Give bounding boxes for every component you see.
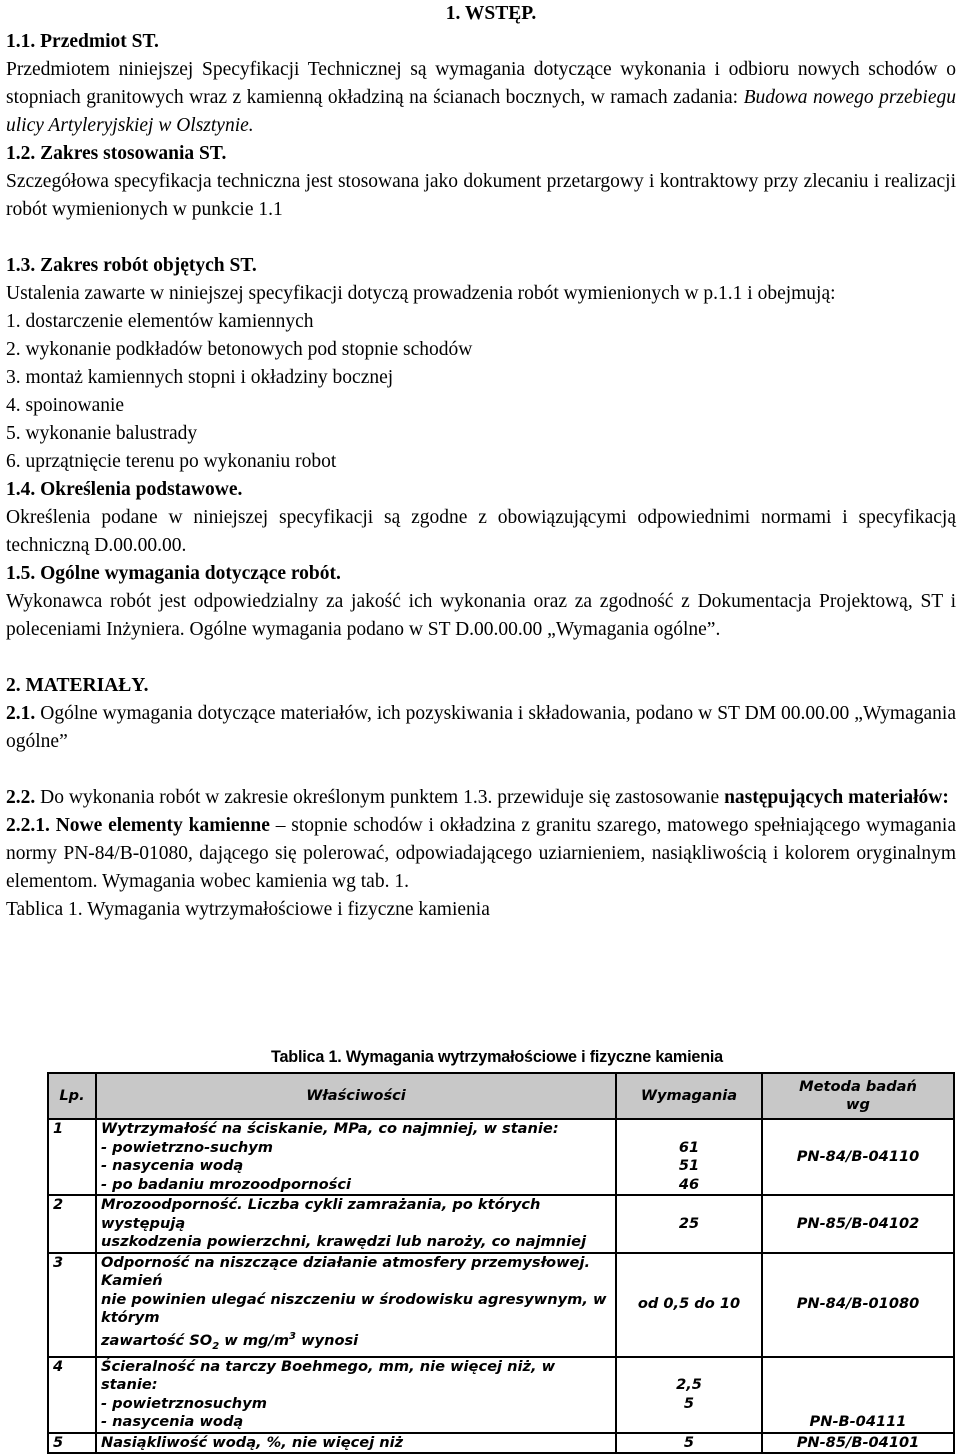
row-lp: 3 bbox=[48, 1253, 96, 1357]
property-superscript: 3 bbox=[289, 1330, 296, 1342]
row-lp: 2 bbox=[48, 1195, 96, 1253]
list-item: 3. montaż kamiennych stopni i okładziny bocznej bbox=[6, 367, 394, 388]
section-2-2-number: 2.2. bbox=[6, 787, 36, 808]
table-row bbox=[48, 1253, 954, 1357]
property-line: Odporność na niszczące działanie atmosfery przemysłowej. Kamień bbox=[101, 1253, 590, 1289]
row-method: PN-85/B-04102 bbox=[762, 1195, 954, 1253]
section-2-heading: 2. MATERIAŁY. bbox=[6, 675, 149, 696]
requirement-value: 61 bbox=[678, 1138, 700, 1156]
section-2-1-body: Ogólne wymagania dotyczące materiałów, ich pozyskiwania i składowania, podano w ST DM 00.00.00 „Wymagania ogólne” bbox=[6, 703, 956, 752]
table-caption: Tablica 1. Wymagania wytrzymałościowe i fizyczne kamienia bbox=[271, 1048, 723, 1066]
header-method-line2: wg bbox=[846, 1096, 870, 1113]
row-property bbox=[96, 1195, 616, 1253]
requirement-value: 46 bbox=[678, 1175, 700, 1193]
section-1-1-text bbox=[6, 56, 956, 140]
table-row bbox=[48, 1357, 954, 1433]
section-1-5-heading: 1.5. Ogólne wymagania dotyczące robót. bbox=[6, 563, 341, 584]
table-label: Tablica 1. Wymagania wytrzymałościowe i fizyczne kamienia bbox=[6, 899, 490, 920]
list-item: 1. dostarczenie elementów kamiennych bbox=[6, 311, 314, 332]
section-2-1-number: 2.1. bbox=[6, 703, 36, 724]
property-line: Ścieralność na tarczy Boehmego, mm, nie więcej niż, w stanie: bbox=[101, 1357, 556, 1394]
row-lp: 4 bbox=[48, 1357, 96, 1433]
document-page bbox=[6, 0, 956, 924]
section-2-2-1-body: – stopnie schodów i okładzina z granitu szarego, matowego spełniającego wymagania normy PN-84/B-01080, dającego się polerować, odpowiadającego uziarnieniem, nasiąkliwością i kolorem oryginalnym elementom. Wymagania wobec kamienia wg tab. 1. bbox=[6, 815, 956, 892]
row-property: Nasiąkliwość wodą, %, nie więcej niż bbox=[96, 1433, 616, 1454]
property-text: wynosi bbox=[296, 1331, 359, 1349]
requirement-value: 51 bbox=[678, 1157, 700, 1174]
header-method bbox=[762, 1073, 954, 1119]
row-method: PN-84/B-04110 bbox=[762, 1119, 954, 1195]
property-line: - powietrznosuchym bbox=[101, 1394, 267, 1412]
row-lp: 1 bbox=[48, 1119, 96, 1195]
list-item: 4. spoinowanie bbox=[6, 395, 125, 416]
section-1-2-text: Szczegółowa specyfikacja techniczna jest stosowana jako dokument przetargowy i kontraktowy przy zlecaniu i realizacji robót wymienionych w punkcie 1.1 bbox=[6, 171, 956, 220]
list-item: 6. uprzątnięcie terenu po wykonaniu robot bbox=[6, 451, 337, 472]
row-requirement bbox=[616, 1357, 762, 1433]
section-1-3-text: Ustalenia zawarte w niniejszej specyfikacji dotyczą prowadzenia robót wymienionych w p.1.1 i obejmują: bbox=[6, 283, 836, 304]
property-text: w mg/m bbox=[219, 1331, 290, 1349]
table-row bbox=[48, 1433, 954, 1454]
table-row bbox=[48, 1119, 954, 1195]
section-1-5-text: Wykonawca robót jest odpowiedzialny za jakość ich wykonania oraz za zgodność z Dokumentacja Projektową, ST i poleceniami Inżyniera. Ogólne wymagania podano w ST D.00.00.00 „Wymagania ogólne”. bbox=[6, 591, 956, 640]
section-2-2-1-bold: Nowe elementy kamienne bbox=[49, 815, 270, 836]
section-1-2-heading: 1.2. Zakres stosowania ST. bbox=[6, 143, 227, 164]
property-subscript: 2 bbox=[212, 1340, 220, 1352]
row-requirement bbox=[616, 1119, 762, 1195]
row-lp: 5 bbox=[48, 1433, 96, 1454]
requirements-table bbox=[47, 1072, 953, 1451]
property-line: Mrozoodporność. Liczba cykli zamrażania, po których występują bbox=[101, 1196, 541, 1232]
requirement-value: 2,5 bbox=[676, 1376, 702, 1394]
section-2-2-body: Do wykonania robót w zakresie określonym punktem 1.3. przewiduje się zastosowanie bbox=[35, 787, 725, 808]
list-item: 2. wykonanie podkładów betonowych pod stopnie schodów bbox=[6, 339, 473, 360]
row-property bbox=[96, 1119, 616, 1195]
row-requirement: od 0,5 do 10 bbox=[616, 1253, 762, 1357]
section-2-2-text bbox=[6, 784, 956, 812]
property-line: uszkodzenia powierzchni, krawędzi lub naroży, co najmniej bbox=[101, 1233, 587, 1250]
section-1-3-heading: 1.3. Zakres robót objętych ST. bbox=[6, 255, 257, 276]
requirement-value: 25 bbox=[678, 1214, 700, 1232]
section-2-2-1-number: 2.2.1. bbox=[6, 815, 50, 836]
property-line: Wytrzymałość na ściskanie, MPa, co najmniej, w stanie: bbox=[101, 1120, 559, 1137]
requirement-value: 5 bbox=[683, 1394, 695, 1412]
section-1-1-text-plain: Przedmiotem niniejszej Specyfikacji Technicznej są wymagania dotyczące wykonania i odbioru nowych schodów o stopniach granitowych wraz z kamienną okładziną na ścianach bocznych, w ramach zadania: bbox=[6, 59, 956, 108]
table-row bbox=[48, 1195, 954, 1253]
property-line bbox=[101, 1328, 611, 1356]
table-header-row bbox=[48, 1073, 954, 1119]
row-property bbox=[96, 1253, 616, 1357]
row-property bbox=[96, 1357, 616, 1433]
section-2-2-bold: następujących materiałów: bbox=[724, 787, 949, 808]
property-line: - nasycenia wodą bbox=[101, 1413, 244, 1431]
section-2-1-text bbox=[6, 700, 956, 756]
header-method-line1: Metoda badań bbox=[799, 1077, 917, 1095]
property-line: - powietrzno-suchym bbox=[101, 1138, 273, 1156]
property-text: zawartość SO bbox=[101, 1331, 213, 1349]
property-line: nie powinien ulegać niszczeniu w środowisku agresywnym, w którym bbox=[101, 1290, 607, 1326]
main-heading: 1. WSTĘP. bbox=[445, 3, 537, 24]
section-1-4-heading: 1.4. Określenia podstawowe. bbox=[6, 479, 243, 500]
row-method: PN-85/B-04101 bbox=[762, 1433, 954, 1454]
header-lp: Lp. bbox=[48, 1073, 96, 1119]
section-2-2-1-text bbox=[6, 812, 956, 896]
project-name: Budowa nowego przebiegu ulicy Artyleryjskiej w Olsztynie. bbox=[6, 87, 956, 136]
property-line: - po badaniu mrozoodporności bbox=[101, 1175, 351, 1193]
section-1-1-heading: 1.1. Przedmiot ST. bbox=[6, 31, 159, 52]
header-requirements: Wymagania bbox=[616, 1073, 762, 1119]
row-method: PN-84/B-01080 bbox=[762, 1253, 954, 1357]
row-requirement: 5 bbox=[616, 1433, 762, 1454]
header-properties: Właściwości bbox=[96, 1073, 616, 1119]
row-requirement bbox=[616, 1195, 762, 1253]
section-1-4-text: Określenia podane w niniejszej specyfikacji są zgodne z obowiązującymi odpowiednimi normami i specyfikacją techniczną D.00.00.00. bbox=[6, 507, 956, 556]
row-method: PN-B-04111 bbox=[762, 1357, 954, 1433]
list-item: 5. wykonanie balustrady bbox=[6, 423, 198, 444]
property-line: - nasycenia wodą bbox=[101, 1157, 244, 1174]
